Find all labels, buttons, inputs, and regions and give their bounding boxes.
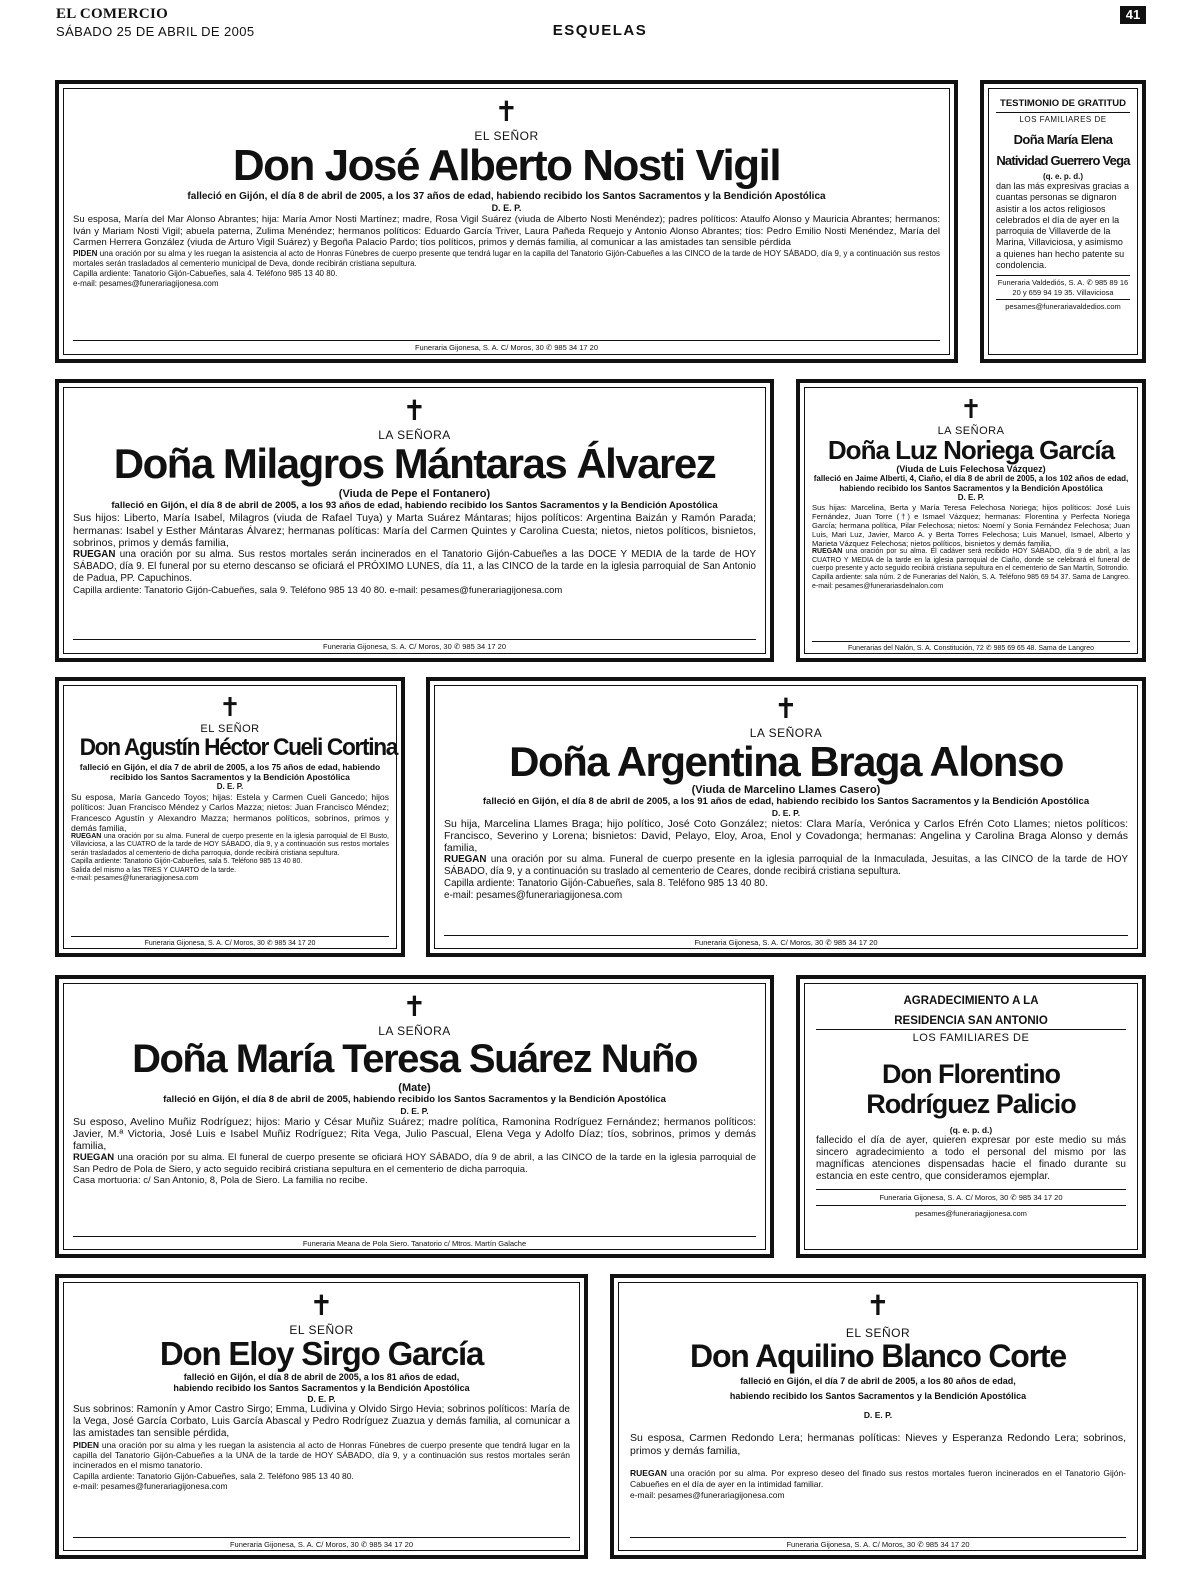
family-paragraph: Su hija, Marcelina Llames Braga; hijo político, José Coto González; nietos: Clara María, Verónica y Carlos Efrén Coto Llames; nietos políticos: Francisco, Severino y Lorena; bisnietos: David, Pelayo, Eloy, Aroa, Enol y Covadonga; hermanas: Angelina y Carolina Braga Alonso y demás familia,	[444, 817, 1128, 854]
request-lead: PIDEN	[73, 1439, 99, 1450]
service-text: una oración por su alma. Funeral de cuerpo presente en la iglesia parroquial de la Inmaculada, Jesuitas, a las CINCO de la tarde de HOY SÁBADO, día 9, y a continuación su traslado al cementerio de Ceares, donde recibirá cristiana sepultura.	[444, 854, 1128, 877]
request-lead: PIDEN	[73, 248, 98, 258]
rip-mark: D. E. P.	[771, 807, 801, 818]
rip-mark: (q. e. p. d.)	[1043, 172, 1083, 181]
gratitude-text: fallecido el día de ayer, quieren expresar por este medio su más sincero agradecimiento a todo el personal del mismo por las magníficas atenciones dispensadas hacie el finado durante su estancia en este centro, que consideramos ejemplar.	[816, 1134, 1126, 1182]
home-info: Casa mortuoria: c/ San Antonio, 8, Pola de Siero. La familia no recibe.	[73, 1175, 368, 1187]
honorific: LA SEÑORA	[378, 428, 451, 442]
honorific: LA SEÑORA	[749, 726, 823, 740]
family-paragraph: Su esposa, María Gancedo Toyos; hijas: Estela y Carmen Cueli Gancedo; hijos políticos: Juan Francisco Méndez y Carlos Mazza; nietos: Juan Francisco Méndez; Francesco Agustín y Alexandro Mazza; hermanos políticos, sobrinos, primos y demás familia,	[71, 792, 389, 833]
lead-text: LOS FAMILIARES DE	[996, 112, 1130, 124]
subtitle: (Viuda de Marcelino Llames Casero)	[691, 784, 881, 797]
lead-text: LOS FAMILIARES DE	[816, 1029, 1126, 1044]
death-line-1: falleció en Gijón, el día 7 de abril de 2005, a los 80 años de edad,	[740, 1375, 1016, 1386]
rip-mark: D. E. P.	[957, 493, 985, 503]
request-lead: RUEGAN	[73, 1152, 115, 1164]
chapel-info: Capilla ardiente: Tanatorio Gijón-Cabueñes, sala 5. Teléfono 985 13 40 80.	[71, 858, 303, 866]
email-line: e-mail: pesames@funerariagijonesa.com	[71, 875, 199, 883]
subtitle: (Viuda de Pepe el Fontanero)	[338, 488, 491, 501]
honorific: EL SEÑOR	[200, 723, 260, 735]
service-paragraph	[71, 833, 389, 858]
service-paragraph	[73, 1440, 570, 1471]
request-lead: RUEGAN	[71, 833, 102, 840]
deceased-name-line2: Natividad Guerrero Vega	[996, 153, 1130, 168]
rip-mark: D. E. P.	[216, 782, 244, 792]
rip-mark: D. E. P.	[307, 1393, 336, 1404]
family-paragraph: Su esposo, Avelino Muñiz Rodríguez; hijos: Mario y César Muñiz Suárez; madre política, Ramonina Rodríguez Fernández; hermanos políticos: Javier, M.ª Victoria, José Luis e Isabel Muñiz Rodríguez; Rita Vega, Julio Pascual, Elena Vega y Adolfo Díaz; tíos, sobrinos, primos y demás familia,	[73, 1115, 756, 1152]
honorific: LA SEÑORA	[378, 1024, 451, 1038]
request-lead: RUEGAN	[630, 1467, 667, 1478]
service-paragraph	[73, 549, 756, 584]
newspaper-name: EL COMERCIO	[56, 6, 169, 22]
obituary-blanco-corte	[610, 1274, 1146, 1559]
funeral-home-footer: Funeraria Gijonesa, S. A. C/ Moros, 30 ✆ 985 34 17 20	[73, 639, 756, 652]
obituary-mantaras-alvarez	[55, 379, 774, 662]
subtitle: (Mate)	[398, 1082, 431, 1094]
funeral-home-email: pesames@funerariavaldedios.com	[996, 299, 1130, 312]
notice-title-line2: RESIDENCIA SAN ANTONIO	[894, 1015, 1048, 1027]
request-lead: RUEGAN	[444, 854, 487, 866]
deceased-name-line1: Doña María Elena	[1013, 132, 1113, 147]
honorific: EL SEÑOR	[289, 1323, 354, 1337]
funeral-home-footer: Funeraria Gijonesa, S. A. C/ Moros, 30 ✆ 985 34 17 20	[630, 1537, 1126, 1549]
deceased-name: Doña Luz Noriega García	[827, 435, 1115, 465]
rip-mark: D. E. P.	[863, 1409, 893, 1420]
honorific: LA SEÑORA	[937, 425, 1005, 437]
gratitude-notice-rodriguez-palicio	[796, 975, 1146, 1258]
service-paragraph	[630, 1468, 1126, 1490]
death-line-1: falleció en Gijón, el día 8 de abril de 2005, a los 81 años de edad,	[183, 1371, 460, 1382]
rip-mark: D. E. P.	[400, 1105, 429, 1116]
notice-title: TESTIMONIO DE GRATITUD	[1000, 98, 1126, 109]
service-text: una oración por su alma. Por expreso deseo del finado sus restos mortales fueron incinerados en el Tanatorio Gijón-Cabueñes en el día de ayer en la intimidad familiar.	[630, 1467, 1126, 1489]
obituary-sirgo-garcia	[55, 1274, 588, 1559]
funeral-home-email: pesames@funerariagijonesa.com	[816, 1205, 1126, 1219]
departure-info: Salida del mismo a las TRES Y CUARTO de la tarde.	[71, 866, 237, 874]
deceased-name: Don Eloy Sirgo García	[159, 1335, 484, 1372]
death-line: falleció en Gijón, el día 8 de abril de 2005, a los 37 años de edad, habiendo recibido los Santos Sacramentos y la Bendición Apostólica	[187, 191, 826, 203]
service-text: una oración por su alma y les ruegan la asistencia al acto de Honras Fúnebres de cuerpo presente que tendrá lugar en la capilla del Tanatorio Gijón-Cabueñes a las CINCO de la tarde de HOY SÁBADO, día 9, y a continuación sus restos mortales serán trasladados al cementerio municipal de Deva, donde recibirán cristiana sepultura.	[73, 248, 940, 268]
gratitude-text: dan las más expresivas gracias a cuantas personas se dignaron asistir a los actos religiosos celebrados el día de ayer en la parroquia de Villaverde de la Marina, Villaviciosa, y asimismo a quienes han hecho patente su condolencia.	[996, 181, 1130, 271]
family-paragraph: Sus hijas: Marcelina, Berta y María Teresa Felechosa Noriega; hijos políticos: José Luis Fernández, Juan Torre (†) e Ismael Vázquez; hermanas: Florentina y Perfecta Noriega García; hermana política, Pilar Felechosa; nietos: Noemí y Sonia Fernández Felechosa; Juan Luis, Mari Luz, Javier, Marco A. y Berta Torres Felechosa; Luis Manuel, Ismael, Alberto y Marieta Vázquez Felechosa; nietos políticos, bisnietos y demás familia,	[812, 503, 1130, 549]
funeral-home-footer: Funeraria Gijonesa, S. A. C/ Moros, 30 ✆ 985 34 17 20	[71, 936, 389, 947]
issue-date: SÁBADO 25 DE ABRIL DE 2005	[56, 24, 255, 39]
chapel-info: Capilla ardiente: Tanatorio Gijón-Cabueñes, sala 8. Teléfono 985 13 40 80.	[444, 877, 768, 889]
deceased-name: Doña María Teresa Suárez Nuño	[132, 1037, 697, 1081]
cross-icon: ✝	[219, 693, 241, 723]
email-line: e-mail: pesames@funerariagijonesa.com	[73, 1481, 228, 1492]
service-text: una oración por su alma. El funeral de cuerpo presente se oficiará HOY SÁBADO, día 9 de abril, a las CINCO de la tarde en la iglesia parroquial de San Pedro de Pola de Siero, y acto seguido recibirá cristiana sepultura en el cementerio de dicha parroquia.	[73, 1152, 756, 1175]
death-line-2: habiendo recibido los Santos Sacramentos y la Bendición Apostólica	[173, 1382, 470, 1393]
death-line: falleció en Gijón, el día 8 de abril de 2005, habiendo recibido los Santos Sacramentos y la Bendición Apostólica	[163, 1094, 666, 1105]
service-paragraph	[73, 249, 940, 269]
obituary-cueli-cortina	[55, 677, 405, 957]
deceased-name: Doña Argentina Braga Alonso	[509, 738, 1063, 785]
cross-icon: ✝	[960, 395, 982, 425]
service-text: una oración por su alma. Sus restos mortales serán incinerados en el Tanatorio Gijón-Cabueñes a las DOCE Y MEDIA de la tarde de HOY SÁBADO, día 9. El funeral por su eterno descanso se oficiará el PRÓXIMO LUNES, día 11, a las CINCO de la tarde en la iglesia parroquial de San Antonio de Padua, PP. Capuchinos.	[73, 549, 756, 584]
deceased-name: Don Agustín Héctor Cueli Cortina	[79, 734, 398, 761]
cross-icon: ✝	[774, 692, 798, 725]
honorific: EL SEÑOR	[474, 129, 539, 143]
service-paragraph	[444, 854, 1128, 878]
honorific: EL SEÑOR	[845, 1326, 911, 1340]
funeral-home-line: Funeraria Gijonesa, S. A. C/ Moros, 30 ✆ 985 34 17 20	[816, 1189, 1126, 1203]
deceased-name-line1: Don Florentino	[882, 1059, 1060, 1089]
cross-icon: ✝	[309, 1289, 334, 1322]
death-line: falleció en Jaime Alberti, 4, Ciaño, el día 8 de abril de 2005, a los 102 años de edad, habiendo recibido los Santos Sacramentos y la Bendición Apostólica	[813, 474, 1129, 493]
chapel-info: Capilla ardiente: Tanatorio Gijón-Cabueñes, sala 9. Teléfono 985 13 40 80. e-mail: pesames@funerariagijonesa.com	[73, 584, 563, 596]
family-paragraph: Sus hijos: Liberto, María Isabel, Milagros (viuda de Rafael Tuya) y Marta Suárez Mántaras; hijos políticos: Argentina Baizán y Ramón Parada; hermanas: Isabel y Esther Mántaras Álvarez; hermanas políticas: María del Carmen Quintes y Carolina Cuesta; nietos, nietos políticos, bisnietos, sobrinos, primos y demás familia,	[73, 512, 756, 549]
funeral-home-footer: Funeraria Gijonesa, S. A. C/ Moros, 30 ✆ 985 34 17 20	[444, 935, 1128, 947]
chapel-info: Capilla ardiente: sala núm. 2 de Funerarias del Nalón, S. A. Teléfono 985 69 54 37. Sama de Langreo. e-mail: pesames@funerariasdelnalon.com	[812, 574, 1130, 590]
email-line: e-mail: pesames@funerariagijonesa.com	[73, 278, 219, 288]
gratitude-notice-guerrero-vega	[980, 80, 1146, 363]
deceased-name: Don José Alberto Nosti Vigil	[232, 141, 781, 190]
cross-icon: ✝	[866, 1289, 890, 1322]
cross-icon: ✝	[402, 394, 427, 427]
death-line: falleció en Gijón, el día 8 de abril de 2005, a los 91 años de edad, habiendo recibido los Santos Sacramentos y la Bendición Apostólica	[482, 796, 1090, 808]
page-number: 41	[1120, 6, 1146, 24]
service-text: una oración por su alma. El cadáver será recibido HOY SÁBADO, día 9 de abril, a las CUATRO Y MEDIA de la tarde en la iglesia parroquial de Ciaño, donde se celebrará el funeral de cuerpo presente y acto seguido recibirá cristiana sepultura en el cementerio de San Martín, Sotrondio.	[812, 548, 1130, 573]
family-paragraph: Sus sobrinos: Ramonín y Amor Castro Sirgo; Emma, Ludivina y Olvido Sirgo Hevia; sobrinos políticos: María de la Vega, José García Corbato, Luis García Abascal y Pedro Rodríguez Zuazua y demás familia, al comunicar a las amistades tan sensible pérdida,	[73, 1403, 570, 1439]
obituary-braga-alonso	[426, 677, 1146, 957]
chapel-info: Capilla ardiente: Tanatorio Gijón-Cabueñes, sala 4. Teléfono 985 13 40 80.	[73, 268, 338, 278]
death-line-2: habiendo recibido los Santos Sacramentos y la Bendición Apostólica	[729, 1390, 1027, 1401]
subtitle: (Viuda de Luis Felechosa Vázquez)	[896, 464, 1046, 475]
obituary-nosti-vigil	[55, 80, 958, 363]
funeral-home-footer: Funerarias del Nalón, S. A. Constitución, 72 ✆ 985 69 65 48. Sama de Langreo	[812, 641, 1130, 652]
family-paragraph: Su esposa, Carmen Redondo Lera; hermanas políticas: Nieves y Esperanza Redondo Lera; sobrinos, primos y demás familia,	[630, 1431, 1126, 1457]
section-title: ESQUELAS	[552, 22, 648, 39]
funeral-home-line: Funeraria Valdediós, S. A. ✆ 985 89 16 20 y 659 94 19 35. Villaviciosa	[996, 275, 1130, 297]
request-lead: RUEGAN	[812, 548, 843, 556]
deceased-name: Don Aquilino Blanco Corte	[690, 1338, 1066, 1374]
chapel-info: Capilla ardiente: Tanatorio Gijón-Cabueñes, sala 2. Teléfono 985 13 40 80.	[73, 1470, 354, 1481]
obituary-noriega-garcia	[796, 379, 1146, 662]
service-text: una oración por su alma y les ruegan la asistencia al acto de Honras Fúnebres de cuerpo presente que tendrá lugar en la capilla del Tanatorio Gijón-Cabueñes a la UNA de la tarde de HOY SÁBADO, día 9, y a continuación sus restos mortales serán incinerados en el mismo tanatorio.	[73, 1439, 570, 1471]
email-line: e-mail: pesames@funerariagijonesa.com	[630, 1489, 785, 1500]
notice-title-line1: AGRADECIMIENTO A LA	[903, 995, 1039, 1007]
rip-mark: (q. e. p. d.)	[949, 1124, 993, 1135]
deceased-name: Doña Milagros Mántaras Álvarez	[113, 440, 716, 487]
rip-mark: D. E. P.	[491, 203, 522, 214]
death-line: falleció en Gijón, el día 7 de abril de 2005, a los 75 años de edad, habiendo recibido los Santos Sacramentos y la Bendición Apostólica	[79, 762, 381, 783]
deceased-name-line2: Rodríguez Palicio	[866, 1089, 1076, 1120]
cross-icon: ✝	[494, 95, 519, 128]
email-line: e-mail: pesames@funerariagijonesa.com	[444, 889, 623, 901]
funeral-home-footer: Funeraria Gijonesa, S. A. C/ Moros, 30 ✆ 985 34 17 20	[73, 340, 940, 353]
obituary-suarez-nuno	[55, 975, 774, 1258]
funeral-home-footer: Funeraria Gijonesa, S. A. C/ Moros, 30 ✆ 985 34 17 20	[73, 1537, 570, 1549]
funeral-home-footer: Funeraria Meana de Pola Siero. Tanatorio c/ Mtros. Martín Galache	[73, 1236, 756, 1248]
request-lead: RUEGAN	[73, 549, 116, 561]
service-paragraph	[73, 1152, 756, 1175]
death-line: falleció en Gijón, el día 8 de abril de 2005, a los 93 años de edad, habiendo recibido los Santos Sacramentos y la Bendición Apostólica	[111, 500, 718, 512]
service-paragraph	[812, 548, 1130, 574]
family-paragraph: Su esposa, María del Mar Alonso Abrantes; hija: María Amor Nosti Martínez; madre, Rosa Vigil Suárez (viuda de Alberto Nosti Menéndez); padres políticos: Ataulfo Alonso y Mauricia Abrantes; hermanos: Iván y Mariam Nosti Vigil; abuela paterna, Zulima Menéndez; hermanos políticos: Eduardo García Triver, Laura Pañeda Requejo y Antonio Alonso Abrantes; tíos: Pedro Emilio Nosti Menéndez, María del Carmen Herrera González (viuda de Arturo Vigil Suárez) y Begoña Palacio Pardo; tíos políticos, primos y demás familia, al comunicar a las amistades tan sensible pérdida	[73, 214, 940, 249]
cross-icon: ✝	[402, 990, 427, 1023]
service-text: una oración por su alma. Funeral de cuerpo presente en la iglesia parroquial de El Busto, Villaviciosa, a las CUATRO de la tarde de HOY SÁBADO, día 9, y a continuación sus restos mortales serán trasladados al cementerio de dicha parroquia, donde recibirá cristiana sepultura.	[71, 833, 389, 857]
